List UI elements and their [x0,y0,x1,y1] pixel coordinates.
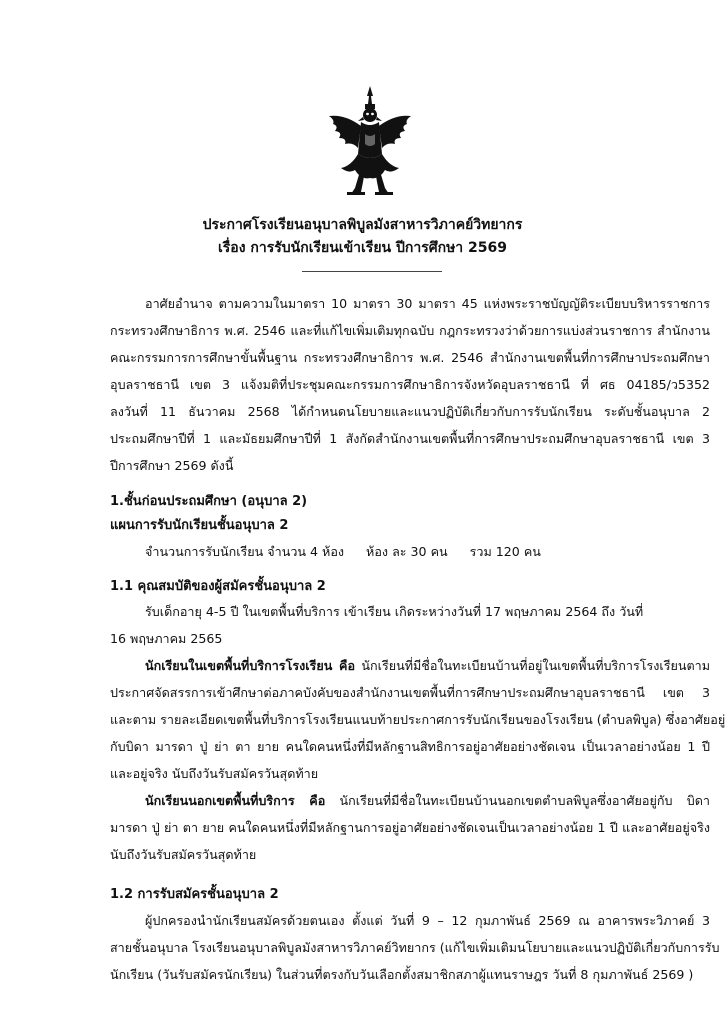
out-area-text: นักเรียนที่มีชื่อในทะเบียนบ้านนอกเขตตำบลพิบูลซึ่งอาศัยอยู่กับ บิดา [325,793,710,808]
section-heading: 1.ชั้นก่อนประถมศึกษา (อนุบาล 2) [110,494,308,509]
age-line: 16 พฤษภาคม 2565 [110,631,223,646]
garuda-emblem-icon [325,84,415,196]
intro-line: กระทรวงศึกษาธิการ พ.ศ. 2546 และที่แก้ไขเพิ่มเติมทุกฉบับ กฎกระทรวงว่าด้วยการแบ่งส่วนราชการ สำนักงาน [110,323,710,338]
application-line: ผู้ปกครองนำนักเรียนสมัครด้วยตนเอง ตั้งแต่ วันที่ 9 – 12 กุมภาพันธ์ 2569 ณ อาคารพระวิภาคย์ 3 [145,913,710,928]
in-area-line: และตาม รายละเอียดเขตพื้นที่บริการโรงเรียนแนบท้ายประกาศการรับนักเรียนของโรงเรียน (ตำบลพิบูล) ซึ่งอาศัยอยู่ [110,712,725,727]
out-area-line: นับถึงวันรับสมัครวันสุดท้าย [110,847,257,862]
intro-line: ปีการศึกษา 2569 ดังนี้ [110,458,234,473]
intro-line: ลงวันที่ 11 ธันวาคม 2568 ได้กำหนดนโยบายและแนวปฏิบัติเกี่ยวกับการรับนักเรียน ระดับชั้นอนุบาล 2 [110,404,710,419]
plan-rooms: จำนวนการรับนักเรียน จำนวน 4 ห้อง [145,544,345,559]
in-area-line: ประกาศจัดสรรการเข้าศึกษาต่อภาคบังคับของสำนักงานเขตพื้นที่การศึกษาประถมศึกษาอุบลราชธานี เขต 3 [110,685,710,700]
plan-heading: แผนการรับนักเรียนชั้นอนุบาล 2 [110,518,289,533]
application-line: สายชั้นอนุบาล โรงเรียนอนุบาลพิบูลมังสาหารวิภาคย์วิทยากร (แก้ไขเพิ่มเติมนโยบายและแนวปฏิบัติเกี่ยวกับการรับ [110,940,720,955]
out-area-label: นักเรียนนอกเขตพื้นที่บริการ คือ [145,793,326,808]
application-line: นักเรียน (วันรับสมัครนักเรียน) ในส่วนที่ตรงกับวันเลือกตั้งสมาชิกสภาผู้แทนราษฎร วันที่ 8 กุมภาพันธ์ 2569 ) [110,967,694,982]
age-line: รับเด็กอายุ 4-5 ปี ในเขตพื้นที่บริการ เข้าเรียน เกิดระหว่างวันที่ 17 พฤษภาคม 2564 ถึง วันที่ [145,604,644,619]
application-heading: 1.2 การรับสมัครชั้นอนุบาล 2 [110,887,279,902]
out-area-line: มารดา ปู่ ย่า ตา ยาย คนใดคนหนึ่งที่มีหลักฐานการอยู่อาศัยอย่างชัดเจนเป็นเวลาอย่างน้อย 1 ปี และอาศัยอยู่จริง [110,820,710,835]
out-area-first-line [145,793,710,809]
qualification-heading: 1.1 คุณสมบัติของผู้สมัครชั้นอนุบาล 2 [110,579,326,594]
plan-per-room: ห้อง ละ 30 คน [366,544,448,559]
in-area-line: กับบิดา มารดา ปู่ ย่า ตา ยาย คนใดคนหนึ่งที่มีหลักฐานสิทธิการอยู่อาศัยอย่างชัดเจน เป็นเวลาอย่างน้อย 1 ปี [110,739,710,754]
in-area-line: และอยู่จริง นับถึงวันรับสมัครวันสุดท้าย [110,766,319,781]
in-area-text: นักเรียนที่มีชื่อในทะเบียนบ้านที่อยู่ในเขตพื้นที่บริการโรงเรียนตาม [355,658,711,673]
intro-line: อาศัยอำนาจ ตามความในมาตรา 10 มาตรา 30 มาตรา 45 แห่งพระราชบัญญัติระเบียบบริหารราชการ [145,296,710,311]
announcement-title: ประกาศโรงเรียนอนุบาลพิบูลมังสาหารวิภาคย์วิทยากร [202,217,523,233]
announcement-subject: เรื่อง การรับนักเรียนเข้าเรียน ปีการศึกษา 2569 [217,240,508,256]
title-divider [302,271,442,272]
intro-line: อุบลราชธานี เขต 3 แจ้งมติที่ประชุมคณะกรรมการศึกษาธิการจังหวัดอุบลราชธานี ที่ ศธ 04185/ว5352 [110,377,710,392]
in-area-label: นักเรียนในเขตพื้นที่บริการโรงเรียน คือ [145,658,356,673]
intro-line: คณะกรรมการการศึกษาขั้นพื้นฐาน กระทรวงศึกษาธิการ พ.ศ. 2546 สำนักงานเขตพื้นที่การศึกษาประถมศึกษา [110,350,710,365]
plan-total: รวม 120 คน [469,544,541,559]
intro-line: ประถมศึกษาปีที่ 1 และมัธยมศึกษาปีที่ 1 สังกัดสำนักงานเขตพื้นที่การศึกษาประถมศึกษาอุบลราชธานี เขต 3 [110,431,710,446]
plan-details [145,544,710,560]
in-area-first-line [145,658,710,674]
